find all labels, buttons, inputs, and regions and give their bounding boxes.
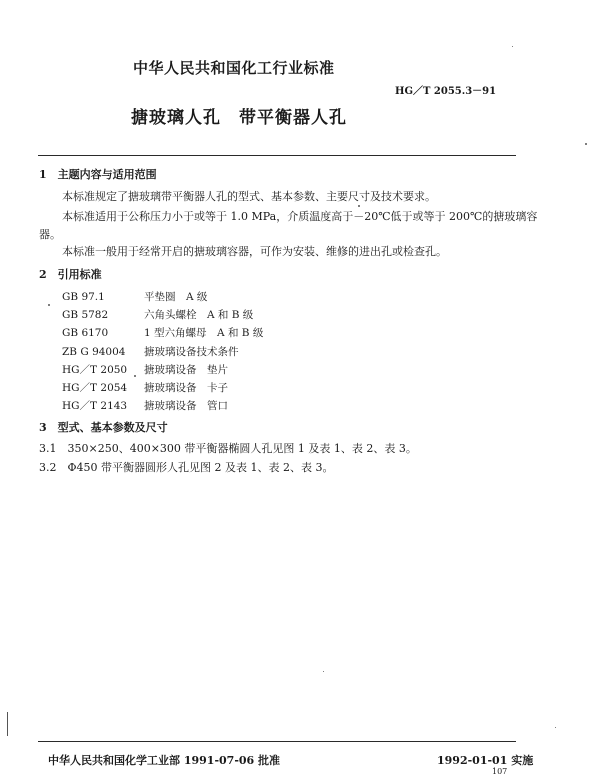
footer-divider bbox=[38, 741, 516, 742]
reference-item bbox=[62, 397, 263, 415]
scan-speck bbox=[323, 671, 324, 672]
reference-code: GB 97.1 bbox=[62, 291, 105, 303]
scan-speck bbox=[134, 375, 136, 377]
reference-code: GB 5782 bbox=[62, 309, 109, 322]
reference-title: 六角头螺栓 A 和 B 级 bbox=[144, 309, 254, 322]
scan-speck bbox=[555, 727, 556, 728]
reference-item bbox=[62, 361, 263, 379]
clause-3-2: 3.2 Φ450 带平衡器圆形人孔见图 2 及表 1、表 2、表 3。 bbox=[39, 461, 334, 474]
reference-title: 搪玻璃设备技术条件 bbox=[144, 345, 239, 358]
reference-title: 搪玻璃设备 卡子 bbox=[144, 382, 228, 395]
section-1-paragraph-3: 本标准一般用于经常开启的搪玻璃容器，可作为安装、维修的进出孔或检查孔。 bbox=[62, 245, 447, 258]
section-1-paragraph-2: 本标准适用于公称压力小于或等于 1.0 MPa，介质温度高于－20℃低于或等于 200℃的搪玻璃容 bbox=[62, 210, 538, 223]
reference-code: ZB G 94004 bbox=[62, 345, 126, 358]
reference-item bbox=[62, 288, 263, 306]
reference-item bbox=[62, 343, 263, 361]
reference-code: HG／T 2054 bbox=[62, 382, 128, 395]
section-1-heading: 1 主题内容与适用范围 bbox=[39, 168, 157, 181]
page-number: 107 bbox=[492, 767, 508, 776]
reference-code: GB 6170 bbox=[62, 327, 109, 340]
scan-speck bbox=[48, 304, 50, 306]
reference-title: 搪玻璃设备 垫片 bbox=[144, 363, 228, 376]
scan-speck bbox=[512, 46, 513, 47]
document-title: 搪玻璃人孔 带平衡器人孔 bbox=[131, 108, 347, 128]
clause-3-1: 3.1 350×250、400×300 带平衡器椭圆人孔见图 1 及表 1、表 2、表 3。 bbox=[39, 442, 417, 455]
ministry-standard-header: 中华人民共和国化工行业标准 bbox=[133, 59, 335, 77]
section-1-paragraph-2-continued: 器。 bbox=[39, 228, 61, 241]
reference-code: HG／T 2143 bbox=[62, 400, 128, 413]
reference-title: 1 型六角螺母 A 和 B 级 bbox=[144, 327, 264, 340]
reference-item bbox=[62, 324, 263, 342]
section-3-heading: 3 型式、基本参数及尺寸 bbox=[39, 421, 168, 434]
approval-statement: 中华人民共和国化学工业部 1991-07-06 批准 bbox=[48, 754, 281, 767]
reference-code: HG／T 2050 bbox=[62, 363, 128, 376]
reference-title: 搪玻璃设备 管口 bbox=[144, 400, 228, 413]
reference-list bbox=[62, 288, 263, 415]
scan-speck bbox=[585, 143, 587, 145]
header-divider bbox=[38, 155, 516, 156]
reference-item bbox=[62, 306, 263, 324]
section-2-heading: 2 引用标准 bbox=[39, 268, 102, 281]
reference-title: 平垫圈 A 级 bbox=[144, 291, 208, 303]
section-1-paragraph-1: 本标准规定了搪玻璃带平衡器人孔的型式、基本参数、主要尺寸及技术要求。 bbox=[62, 190, 436, 203]
effective-date: 1992-01-01 实施 bbox=[437, 754, 534, 767]
scan-speck bbox=[358, 205, 360, 207]
reference-item bbox=[62, 379, 263, 397]
standard-number: HG／T 2055.3－91 bbox=[395, 86, 497, 97]
scan-edge-mark bbox=[7, 712, 8, 736]
